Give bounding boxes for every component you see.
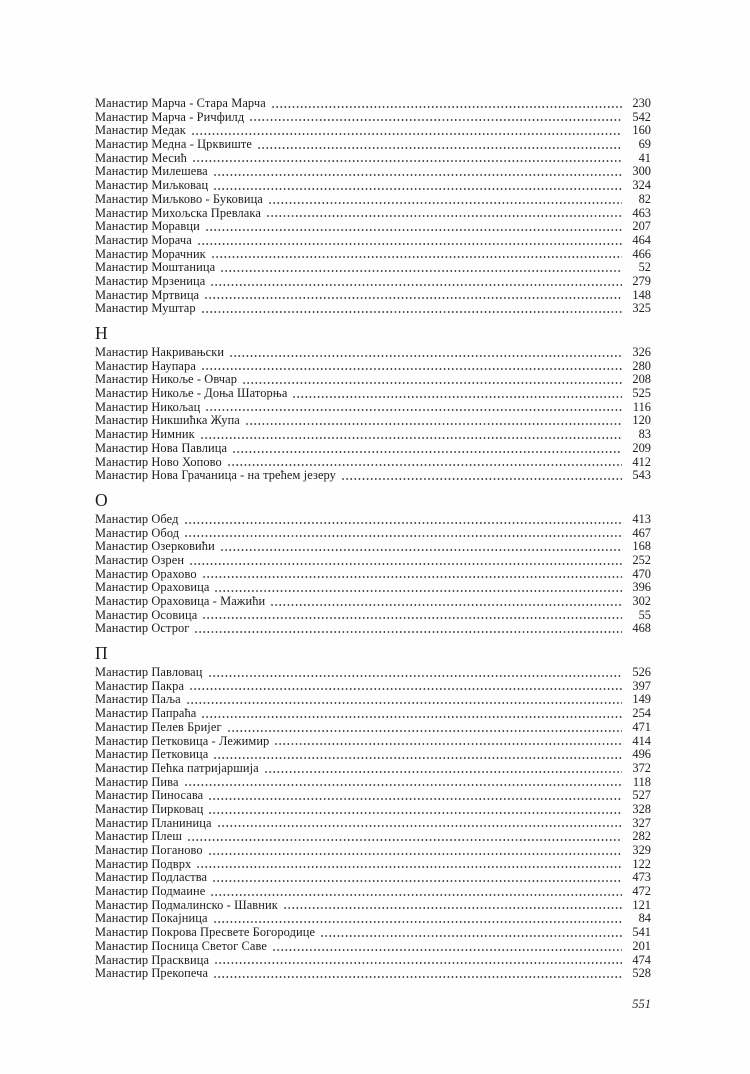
entry-page-number: 207 — [632, 219, 651, 234]
entry-page-number: 541 — [632, 925, 651, 940]
entry-page-number: 83 — [638, 427, 651, 442]
dot-leader — [214, 961, 622, 965]
entry-page-number: 474 — [632, 952, 651, 967]
entry-title: Манастир Медна - Црквиште — [95, 137, 253, 152]
toc-entry — [95, 152, 651, 166]
entry-title: Манастир Нимник — [95, 427, 195, 442]
toc-entry — [95, 138, 651, 152]
entry-page-number: 302 — [632, 594, 651, 608]
dot-leader — [210, 283, 622, 287]
entry-title: Манастир Миљково - Буковица — [95, 191, 263, 206]
entry-title: Манастир Обод — [95, 525, 180, 540]
toc-entry — [95, 595, 651, 609]
toc-entry — [95, 817, 651, 831]
entry-title: Манастир Посница Светог Саве — [95, 938, 267, 953]
entry-page-number: 55 — [638, 607, 651, 622]
toc-entry — [95, 261, 651, 275]
dot-leader — [184, 783, 622, 787]
dot-leader — [189, 687, 622, 691]
entry-title: Манастир Обед — [95, 511, 179, 526]
toc-entry — [95, 666, 651, 680]
dot-leader — [202, 575, 622, 579]
dot-leader — [271, 105, 622, 109]
toc-entry — [95, 207, 651, 221]
entry-title: Манастир Пиносава — [95, 788, 204, 803]
toc-entry — [95, 111, 651, 125]
dot-leader — [220, 548, 622, 552]
entry-title: Манастир Папраћа — [95, 706, 197, 721]
toc-entry — [95, 789, 651, 803]
entry-page-number: 282 — [632, 829, 651, 844]
entry-page-number: 326 — [632, 345, 651, 359]
entry-title: Манастир Плеш — [95, 829, 182, 844]
entry-title: Манастир Марча - Ричфилд — [95, 109, 245, 124]
toc-entry — [95, 871, 651, 885]
dot-leader — [184, 521, 622, 525]
dot-leader — [205, 228, 622, 232]
toc-entry — [95, 527, 651, 541]
entry-title: Манастир Ораховица - Мажићи — [95, 594, 266, 608]
entry-page-number: 328 — [632, 801, 651, 816]
dot-leader — [205, 408, 622, 412]
entry-title: Манастир Пакра — [95, 678, 185, 693]
entry-title: Манастир Прекопеча — [95, 966, 209, 981]
entry-page-number: 412 — [632, 454, 651, 469]
toc-entry — [95, 179, 651, 193]
entry-title: Манастир Мртвица — [95, 287, 200, 302]
dot-leader — [266, 214, 622, 218]
entry-page-number: 69 — [638, 137, 651, 152]
dot-leader — [229, 354, 622, 358]
toc-entry — [95, 289, 651, 303]
entry-page-number: 525 — [632, 386, 651, 401]
entry-title: Манастир Ораховица — [95, 580, 210, 595]
toc-entry — [95, 858, 651, 872]
entry-page-number: 41 — [638, 150, 651, 165]
entry-title: Манастир Петковица — [95, 747, 209, 762]
entry-page-number: 121 — [632, 897, 651, 912]
dot-leader — [264, 770, 622, 774]
toc-entry — [95, 165, 651, 179]
entry-page-number: 470 — [632, 566, 651, 581]
toc-entry — [95, 540, 651, 554]
toc-entry — [95, 554, 651, 568]
entry-page-number: 208 — [632, 372, 651, 387]
entry-title: Манастир Морача — [95, 232, 192, 247]
entry-title: Манастир Никољац — [95, 399, 201, 414]
toc-entry — [95, 776, 651, 790]
dot-leader — [220, 269, 622, 273]
dot-leader — [227, 729, 622, 733]
dot-leader — [213, 187, 622, 191]
entry-page-number: 396 — [632, 580, 651, 595]
entry-page-number: 372 — [632, 760, 651, 775]
toc-entry — [95, 513, 651, 527]
entry-page-number: 116 — [632, 399, 651, 414]
entry-title: Манастир Наупара — [95, 358, 196, 373]
dot-leader — [213, 920, 622, 924]
entry-title: Манастир Ново Хопово — [95, 454, 222, 469]
entry-page-number: 84 — [638, 911, 651, 926]
entry-title: Манастир Никоље - Доња Шаторња — [95, 386, 288, 401]
entry-page-number: 472 — [632, 884, 651, 899]
entry-page-number: 118 — [632, 774, 651, 789]
dot-leader — [232, 450, 622, 454]
toc-entry — [95, 830, 651, 844]
dot-leader — [200, 436, 622, 440]
entry-page-number: 201 — [632, 938, 651, 953]
entry-page-number: 279 — [632, 273, 651, 288]
entry-title: Манастир Месић — [95, 150, 187, 165]
dot-leader — [201, 310, 622, 314]
entry-title: Манастир Озерковићи — [95, 539, 215, 554]
entry-page-number: 466 — [632, 246, 651, 261]
toc-entry — [95, 124, 651, 138]
entry-page-number: 473 — [632, 870, 651, 885]
dot-leader — [184, 534, 622, 538]
dot-leader — [214, 589, 622, 593]
toc-entry — [95, 844, 651, 858]
toc-entry — [95, 302, 651, 316]
dot-leader — [213, 173, 622, 177]
entry-page-number: 464 — [632, 232, 651, 247]
dot-leader — [208, 797, 622, 801]
dot-leader — [208, 852, 622, 856]
toc-entry — [95, 912, 651, 926]
entry-title: Манастир Моштаница — [95, 260, 216, 275]
toc-entry — [95, 926, 651, 940]
entry-page-number: 230 — [632, 96, 651, 110]
entry-title: Манастир Петковица - Лежимир — [95, 733, 270, 748]
entry-page-number: 149 — [632, 692, 651, 707]
entry-page-number: 325 — [632, 301, 651, 316]
entry-page-number: 463 — [632, 205, 651, 220]
toc-entry — [95, 954, 651, 968]
toc-entry — [95, 220, 651, 234]
entry-title: Манастир Острог — [95, 621, 190, 636]
toc-entry — [95, 899, 651, 913]
section-letter: О — [95, 489, 108, 510]
dot-leader — [189, 562, 622, 566]
toc-entry — [95, 275, 651, 289]
toc-entry — [95, 581, 651, 595]
entry-title: Манастир Муштар — [95, 301, 196, 316]
entry-title: Манастир Пећка патријаршија — [95, 760, 259, 775]
toc-entry — [95, 721, 651, 735]
toc-entry — [95, 762, 651, 776]
entry-title: Манастир Покрова Пресвете Богородице — [95, 925, 316, 940]
toc-entry — [95, 707, 651, 721]
dot-leader — [227, 463, 622, 467]
entry-title: Манастир Никшићка Жупа — [95, 413, 240, 428]
entry-title: Манастир Миљковац — [95, 178, 209, 193]
entry-page-number: 471 — [632, 719, 651, 734]
toc-entry — [95, 885, 651, 899]
entry-page-number: 467 — [632, 525, 651, 540]
entry-page-number: 120 — [632, 413, 651, 428]
entry-page-number: 160 — [632, 123, 651, 138]
dot-leader — [242, 381, 622, 385]
dot-leader — [202, 616, 622, 620]
entry-page-number: 280 — [632, 358, 651, 373]
entry-page-number: 254 — [632, 706, 651, 721]
toc-entry — [95, 622, 651, 636]
toc-entry — [95, 967, 651, 981]
entry-page-number: 468 — [632, 621, 651, 636]
entry-page-number: 122 — [632, 856, 651, 871]
dot-leader — [320, 934, 622, 938]
entry-title: Манастир Подврх — [95, 856, 192, 871]
entry-title: Манастир Планиница — [95, 815, 212, 830]
toc-entry — [95, 346, 651, 360]
toc-entry — [95, 360, 651, 374]
dot-leader — [210, 893, 622, 897]
toc-entry — [95, 234, 651, 248]
dot-leader — [192, 159, 622, 163]
dot-leader — [213, 975, 622, 979]
page-number: 551 — [632, 996, 651, 1011]
dot-leader — [196, 865, 622, 869]
entry-page-number: 324 — [632, 178, 651, 193]
toc-entry — [95, 469, 651, 483]
toc-entry — [95, 428, 651, 442]
entry-title: Манастир Медак — [95, 123, 186, 138]
entry-title: Манастир Поганово — [95, 843, 203, 857]
entry-title: Манастир Озрен — [95, 552, 185, 567]
toc-entry — [95, 568, 651, 582]
toc-entry — [95, 414, 651, 428]
toc-entry — [95, 193, 651, 207]
dot-leader — [208, 811, 622, 815]
dot-leader — [186, 701, 622, 705]
dot-leader — [283, 906, 622, 910]
dot-leader — [274, 742, 622, 746]
entry-title: Манастир Подластва — [95, 870, 208, 885]
entry-page-number: 527 — [632, 788, 651, 803]
dot-leader — [201, 367, 622, 371]
entry-page-number: 526 — [632, 665, 651, 680]
entry-title: Манастир Нова Павлица — [95, 440, 228, 455]
entry-page-number: 52 — [638, 260, 651, 275]
entry-title: Манастир Марча - Стара Марча — [95, 96, 266, 110]
dot-leader — [245, 422, 622, 426]
dot-leader — [211, 255, 622, 259]
entry-title: Манастир Мрзеница — [95, 273, 206, 288]
dot-leader — [257, 146, 622, 150]
dot-leader — [204, 296, 622, 300]
entry-page-number: 496 — [632, 747, 651, 762]
toc-entry — [95, 680, 651, 694]
entry-page-number: 397 — [632, 678, 651, 693]
toc-entry — [95, 373, 651, 387]
dot-leader — [249, 118, 622, 122]
entry-title: Манастир Орахово — [95, 566, 197, 581]
dot-leader — [208, 674, 622, 678]
entry-title: Манастир Михољска Превлака — [95, 205, 261, 220]
entry-page-number: 528 — [632, 966, 651, 981]
dot-leader — [213, 756, 622, 760]
dot-leader — [270, 603, 622, 607]
entry-page-number: 329 — [632, 843, 651, 857]
entry-title: Манастир Пирковац — [95, 801, 204, 816]
entry-title: Манастир Никоље - Овчар — [95, 372, 238, 387]
entry-page-number: 543 — [632, 468, 651, 483]
dot-leader — [201, 715, 622, 719]
entry-title: Манастир Пива — [95, 774, 179, 789]
entry-title: Манастир Пелев Бријег — [95, 719, 222, 734]
dot-leader — [212, 879, 622, 883]
entry-page-number: 327 — [632, 815, 651, 830]
toc-entry — [95, 97, 651, 111]
entry-title: Манастир Покајница — [95, 911, 208, 926]
entry-page-number: 414 — [632, 733, 651, 748]
dot-leader — [197, 242, 622, 246]
entry-title: Манастир Павловац — [95, 665, 203, 680]
entry-title: Манастир Милешева — [95, 164, 208, 179]
toc-content — [95, 97, 651, 981]
toc-entry — [95, 693, 651, 707]
dot-leader — [191, 132, 622, 136]
entry-title: Манастир Подмалинско - Шавник — [95, 897, 278, 912]
entry-title: Манастир Нова Грачаница - на трећем језеру — [95, 468, 336, 483]
toc-entry — [95, 940, 651, 954]
toc-entry — [95, 748, 651, 762]
entry-title: Манастир Прасквица — [95, 952, 210, 967]
toc-entry — [95, 442, 651, 456]
entry-title: Манастир Паља — [95, 692, 181, 707]
entry-title: Манастир Морачник — [95, 246, 206, 261]
entry-page-number: 300 — [632, 164, 651, 179]
entry-page-number: 209 — [632, 440, 651, 455]
entry-page-number: 148 — [632, 287, 651, 302]
toc-entry — [95, 387, 651, 401]
toc-entry — [95, 401, 651, 415]
toc-entry — [95, 456, 651, 470]
entry-title: Манастир Осовица — [95, 607, 198, 622]
toc-entry — [95, 735, 651, 749]
entry-title: Манастир Моравци — [95, 219, 200, 234]
section-letter: Н — [95, 323, 108, 343]
entry-title: Манастир Накривањски — [95, 345, 225, 359]
dot-leader — [187, 838, 622, 842]
dot-leader — [272, 948, 622, 952]
dot-leader — [341, 477, 622, 481]
entry-page-number: 168 — [632, 539, 651, 554]
toc-entry — [95, 803, 651, 817]
entry-page-number: 252 — [632, 552, 651, 567]
entry-title: Манастир Подмаине — [95, 884, 206, 899]
dot-leader — [194, 630, 622, 634]
entry-page-number: 413 — [632, 511, 651, 526]
dot-leader — [217, 824, 622, 828]
toc-entry — [95, 609, 651, 623]
dot-leader — [292, 395, 622, 399]
entry-page-number: 542 — [632, 109, 651, 124]
section-letter: П — [95, 643, 108, 664]
entry-page-number: 82 — [638, 191, 651, 206]
toc-entry — [95, 248, 651, 262]
dot-leader — [268, 201, 622, 205]
